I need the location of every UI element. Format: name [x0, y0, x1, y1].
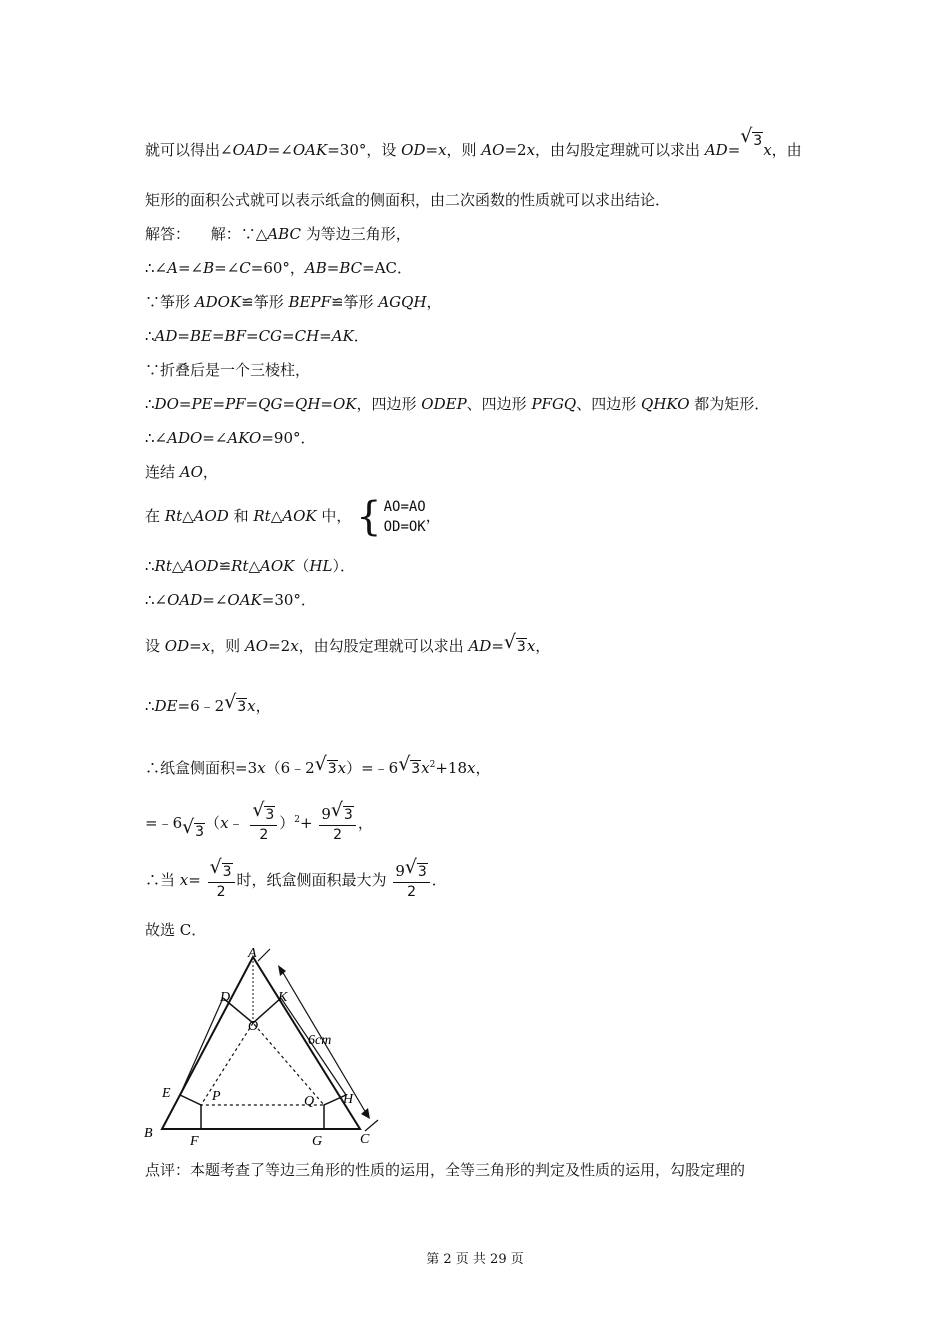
sqrt-symbol: √ 3: [182, 809, 205, 854]
equation-system: { AO=AO OD=OK: [356, 494, 426, 540]
fraction: √ $\frac{3}{2}$: [250, 804, 277, 844]
label-side-length: 6cm: [308, 1033, 332, 1048]
sqrt-symbol: √ 3: [398, 758, 421, 779]
text-line-2: 矩形的面积公式就可以表示纸盒的侧面积，由二次函数的性质就可以求出结论．: [145, 191, 671, 209]
text-line-10: 连结 AO，: [145, 463, 218, 481]
fraction: √ $\frac{3}{2}$: [208, 861, 235, 901]
text-line-16: ∴纸盒侧面积=3x（6﹣2√ 3x）=﹣6√ $3x^2+18x$，: [145, 755, 490, 779]
answer-label: 解答：: [145, 225, 191, 243]
sqrt-symbol: √ 3: [504, 636, 527, 657]
text-line-14: 设 OD=x，则 AO=2x，由勾股定理就可以求出 AD=√ 3x，: [145, 636, 550, 657]
text-line-19: 故选 C．: [145, 921, 207, 939]
text-line-20: 点评：本题考查了等边三角形的性质的运用，全等三角形的判定及性质的运用，勾股定理的: [145, 1161, 746, 1179]
sqrt-symbol: √ 3: [210, 861, 233, 882]
tick-mark-c: [365, 1120, 378, 1131]
text-line-18: ∴当 x= √ $\frac{3}{2}$ 时，纸盒侧面积最大为 $\frac{9√ 3}{2}$ ．: [145, 858, 447, 902]
text-line-11: 在 Rt△AOD 和 Rt△AOK 中， { AO=AO OD=OK ，: [145, 494, 441, 540]
text-line-8: ∴DO=PE=PF=QG=QH=OK，四边形 ODEP、四边形 PFGQ、四边形 QHKO 都为矩形．: [145, 395, 770, 413]
fraction: $\frac{9√ 3}{2}$: [319, 804, 355, 844]
triangle-figure: [140, 945, 390, 1150]
label-f: F: [190, 1134, 199, 1149]
arrow-head-top: [278, 965, 286, 976]
text-line-9: ∴∠ADO=∠AKO=90°．: [145, 429, 316, 447]
fraction: $\frac{9√ 3}{2}$: [393, 861, 429, 901]
text-line-5: ∵筝形 ADOK≌筝形 BEPF≌筝形 AGQH，: [145, 293, 442, 311]
sqrt-symbol: √ 3: [331, 804, 354, 825]
arrow-head-bottom: [361, 1108, 370, 1119]
label-h: H: [343, 1092, 354, 1107]
text-line-1: 就可以得出∠OAD=∠OAK=30°，设 OD=x，则 AO=2x，由勾股定理就可以求出 AD=√ 3x，由: [145, 140, 802, 161]
label-k: K: [278, 990, 288, 1005]
text-line-6: ∴AD=BE=BF=CG=CH=AK．: [145, 327, 369, 345]
kite-bepf: [180, 1095, 201, 1129]
sqrt-symbol: √ 3: [224, 696, 247, 717]
label-b: B: [144, 1126, 153, 1141]
label-q: Q: [304, 1094, 315, 1109]
text-line-3: 解答： 解：∵△ABC 为等边三角形，: [145, 225, 411, 243]
tick-mark-a: [258, 949, 270, 961]
text-line-17: =﹣6√ 3（x﹣ √ $\frac{3}{2}$ ）$^2$+ $\frac{9√ 3}{2}$ ，: [145, 798, 373, 846]
label-a: A: [248, 946, 257, 961]
text-line-15: ∴DE=6﹣2√ 3x，: [145, 696, 271, 717]
brace-symbol: {: [356, 494, 382, 540]
label-o: O: [248, 1019, 259, 1034]
sqrt-symbol: √ 3: [315, 758, 338, 779]
sqrt-symbol: √ 3: [740, 130, 763, 151]
sqrt-symbol: √ 3: [252, 804, 275, 825]
label-g: G: [312, 1134, 323, 1149]
text-line-12: ∴Rt△AOD≌Rt△AOK（HL）．: [145, 557, 355, 575]
sqrt-symbol: √ 3: [405, 861, 428, 882]
label-e: E: [162, 1086, 171, 1101]
page-footer: 第 2 页 共 29 页: [426, 1252, 524, 1267]
label-p: P: [212, 1089, 221, 1104]
label-c: C: [360, 1132, 370, 1147]
label-d: D: [220, 990, 231, 1005]
text-line-4: ∴∠A=∠B=∠C=60°，AB=BC=AC．: [145, 259, 413, 277]
text-line-13: ∴∠OAD=∠OAK=30°．: [145, 591, 316, 609]
text-line-7: ∵折叠后是一个三棱柱，: [145, 361, 311, 379]
